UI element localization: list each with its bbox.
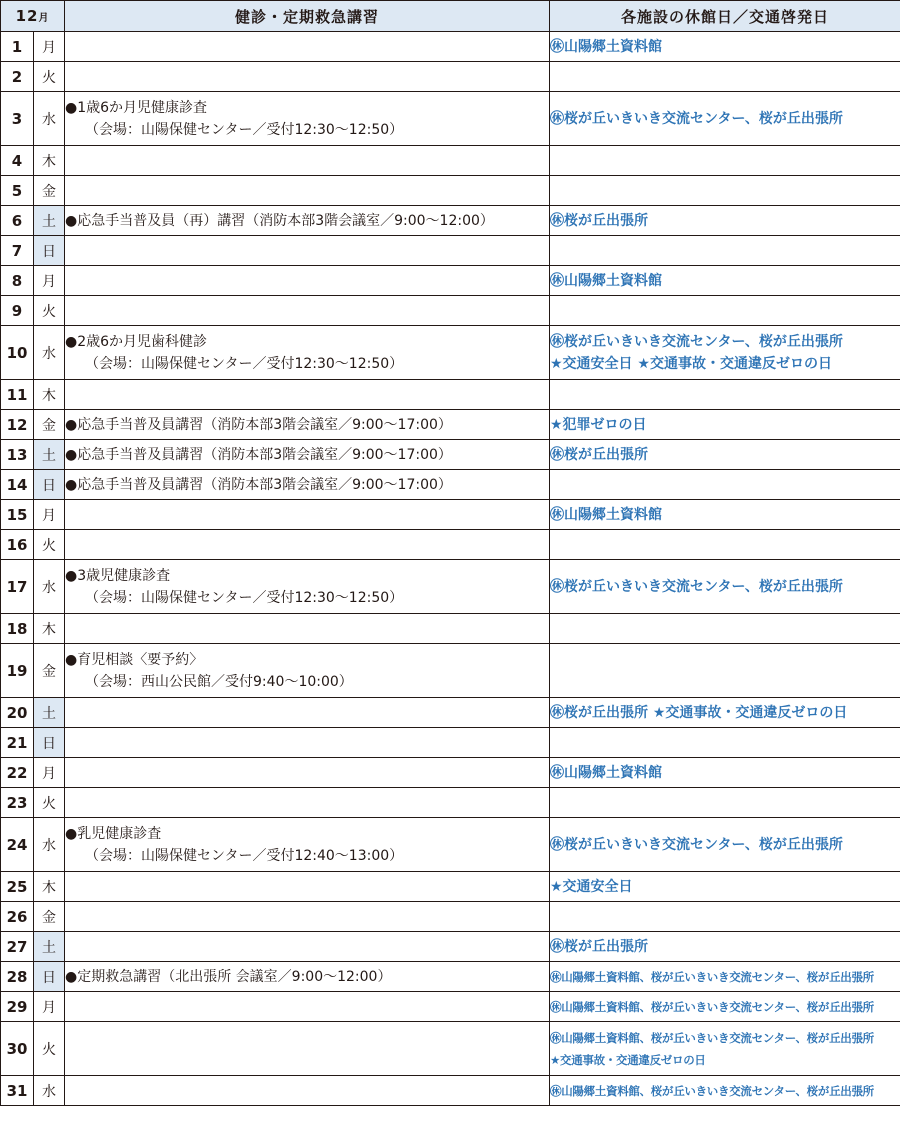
header-row	[1, 1, 900, 32]
facility-info-line: ㊡桜が丘出張所	[550, 212, 648, 229]
event-cell	[65, 236, 550, 266]
facility-info-line: ㊡桜が丘出張所 ★交通事故・交通違反ゼロの日	[550, 704, 848, 721]
day-number: 4	[1, 146, 34, 176]
event-title: ●応急手当普及員講習（消防本部3階会議室／9:00～17:00）	[65, 476, 452, 493]
event-cell	[65, 962, 550, 992]
event-cell	[65, 872, 550, 902]
event-title: ●2歳6か月児歯科健診	[65, 333, 208, 350]
day-of-week: 土	[34, 932, 65, 962]
table-row	[1, 380, 900, 410]
day-number: 13	[1, 440, 34, 470]
facility-info-line: ★交通事故・交通違反ゼロの日	[550, 1052, 706, 1067]
facility-info-line: ㊡山陽郷土資料館	[550, 38, 662, 55]
day-of-week: 月	[34, 500, 65, 530]
facility-info-cell	[550, 266, 900, 296]
facility-info-cell	[550, 728, 900, 758]
day-number: 12	[1, 410, 34, 440]
facility-info-cell	[550, 818, 900, 872]
table-row	[1, 698, 900, 728]
table-row	[1, 1022, 900, 1076]
facility-info-line: ㊡桜が丘いきいき交流センター、桜が丘出張所	[550, 333, 843, 350]
day-number: 10	[1, 326, 34, 380]
day-number: 11	[1, 380, 34, 410]
facility-info-cell	[550, 500, 900, 530]
facility-info-cell	[550, 146, 900, 176]
event-title: ●3歳児健康診査	[65, 567, 171, 584]
facility-info-cell	[550, 296, 900, 326]
table-row	[1, 266, 900, 296]
facility-info-line: ㊡山陽郷土資料館、桜が丘いきいき交流センター、桜が丘出張所	[550, 999, 874, 1014]
day-of-week: 金	[34, 902, 65, 932]
event-cell	[65, 758, 550, 788]
day-number: 1	[1, 32, 34, 62]
day-of-week: 土	[34, 440, 65, 470]
day-of-week: 水	[34, 92, 65, 146]
event-cell	[65, 788, 550, 818]
event-title: ●育児相談〈要予約〉	[65, 651, 204, 668]
table-row	[1, 1076, 900, 1106]
table-row	[1, 530, 900, 560]
table-row	[1, 872, 900, 902]
event-title: ●定期救急講習（北出張所 会議室／9:00～12:00）	[65, 968, 392, 985]
facility-info-line: ㊡山陽郷土資料館、桜が丘いきいき交流センター、桜が丘出張所	[550, 969, 874, 984]
day-number: 2	[1, 62, 34, 92]
table-row	[1, 614, 900, 644]
table-row	[1, 560, 900, 614]
event-cell	[65, 92, 550, 146]
day-of-week: 火	[34, 62, 65, 92]
day-of-week: 日	[34, 470, 65, 500]
events-column-header: 健診・定期救急講習	[65, 1, 550, 32]
day-number: 8	[1, 266, 34, 296]
day-number: 18	[1, 614, 34, 644]
facility-info-cell	[550, 236, 900, 266]
event-cell	[65, 644, 550, 698]
day-number: 28	[1, 962, 34, 992]
event-title: ●応急手当普及員講習（消防本部3階会議室／9:00～17:00）	[65, 446, 452, 463]
table-row	[1, 500, 900, 530]
day-number: 29	[1, 992, 34, 1022]
table-row	[1, 470, 900, 500]
day-number: 16	[1, 530, 34, 560]
day-number: 9	[1, 296, 34, 326]
facility-info-line: ㊡桜が丘出張所	[550, 938, 648, 955]
table-row	[1, 728, 900, 758]
event-cell	[65, 560, 550, 614]
table-row	[1, 62, 900, 92]
table-row	[1, 236, 900, 266]
facility-info-line: ★交通安全日	[550, 878, 633, 895]
facility-info-line: ㊡桜が丘出張所	[550, 446, 648, 463]
event-detail: （会場：山陽保健センター／受付12:30～12:50）	[85, 355, 404, 372]
table-row	[1, 962, 900, 992]
day-number: 14	[1, 470, 34, 500]
facility-info-cell	[550, 206, 900, 236]
table-row	[1, 206, 900, 236]
facility-info-line: ㊡山陽郷土資料館	[550, 272, 662, 289]
event-title: ●応急手当普及員講習（消防本部3階会議室／9:00～17:00）	[65, 416, 452, 433]
event-cell	[65, 146, 550, 176]
facility-info-cell	[550, 698, 900, 728]
event-cell	[65, 296, 550, 326]
day-of-week: 月	[34, 266, 65, 296]
facility-info-cell	[550, 560, 900, 614]
day-number: 27	[1, 932, 34, 962]
table-row	[1, 758, 900, 788]
day-of-week: 月	[34, 992, 65, 1022]
day-number: 30	[1, 1022, 34, 1076]
table-row	[1, 410, 900, 440]
event-cell	[65, 1022, 550, 1076]
table-row	[1, 440, 900, 470]
event-cell	[65, 470, 550, 500]
facility-info-line: ★犯罪ゼロの日	[550, 416, 647, 433]
facility-info-cell	[550, 962, 900, 992]
day-of-week: 月	[34, 758, 65, 788]
event-cell	[65, 410, 550, 440]
facility-info-cell	[550, 758, 900, 788]
facility-info-cell	[550, 644, 900, 698]
day-of-week: 日	[34, 962, 65, 992]
table-row	[1, 146, 900, 176]
event-cell	[65, 728, 550, 758]
facility-info-line: ㊡山陽郷土資料館、桜が丘いきいき交流センター、桜が丘出張所	[550, 1030, 874, 1045]
day-number: 22	[1, 758, 34, 788]
table-row	[1, 326, 900, 380]
event-cell	[65, 992, 550, 1022]
event-cell	[65, 932, 550, 962]
facility-info-cell	[550, 440, 900, 470]
event-cell	[65, 440, 550, 470]
day-number: 5	[1, 176, 34, 206]
event-cell	[65, 1076, 550, 1106]
event-cell	[65, 380, 550, 410]
day-number: 31	[1, 1076, 34, 1106]
day-of-week: 火	[34, 530, 65, 560]
calendar-body	[1, 32, 900, 1106]
day-of-week: 金	[34, 410, 65, 440]
day-of-week: 火	[34, 1022, 65, 1076]
table-row	[1, 176, 900, 206]
facility-info-cell	[550, 614, 900, 644]
event-cell	[65, 62, 550, 92]
day-number: 24	[1, 818, 34, 872]
event-detail: （会場：山陽保健センター／受付12:30～12:50）	[85, 589, 404, 606]
facility-info-line: ㊡桜が丘いきいき交流センター、桜が丘出張所	[550, 110, 843, 127]
day-of-week: 水	[34, 326, 65, 380]
table-row	[1, 788, 900, 818]
day-number: 21	[1, 728, 34, 758]
table-row	[1, 32, 900, 62]
day-number: 19	[1, 644, 34, 698]
month-unit: 月	[38, 13, 50, 24]
facility-info-cell	[550, 62, 900, 92]
event-title: ●応急手当普及員（再）講習（消防本部3階会議室／9:00～12:00）	[65, 212, 494, 229]
event-cell	[65, 500, 550, 530]
event-cell	[65, 614, 550, 644]
table-row	[1, 992, 900, 1022]
facility-info-cell	[550, 470, 900, 500]
facility-info-line: ㊡山陽郷土資料館、桜が丘いきいき交流センター、桜が丘出張所	[550, 1083, 874, 1098]
info-column-header: 各施設の休館日／交通啓発日	[550, 1, 900, 32]
day-of-week: 火	[34, 788, 65, 818]
facility-info-cell	[550, 1076, 900, 1106]
table-row	[1, 902, 900, 932]
day-of-week: 水	[34, 560, 65, 614]
day-number: 6	[1, 206, 34, 236]
day-number: 23	[1, 788, 34, 818]
facility-info-cell	[550, 92, 900, 146]
facility-info-cell	[550, 1022, 900, 1076]
event-cell	[65, 902, 550, 932]
facility-info-line: ㊡桜が丘いきいき交流センター、桜が丘出張所	[550, 578, 843, 595]
event-cell	[65, 530, 550, 560]
event-cell	[65, 176, 550, 206]
event-cell	[65, 206, 550, 236]
table-row	[1, 92, 900, 146]
day-number: 20	[1, 698, 34, 728]
facility-info-cell	[550, 176, 900, 206]
month-number: 12	[15, 7, 39, 25]
event-detail: （会場：山陽保健センター／受付12:30～12:50）	[85, 121, 404, 138]
day-number: 25	[1, 872, 34, 902]
event-cell	[65, 32, 550, 62]
day-of-week: 日	[34, 728, 65, 758]
facility-info-cell	[550, 992, 900, 1022]
facility-info-cell	[550, 932, 900, 962]
day-of-week: 土	[34, 698, 65, 728]
day-number: 17	[1, 560, 34, 614]
day-of-week: 金	[34, 176, 65, 206]
day-of-week: 月	[34, 32, 65, 62]
event-cell	[65, 818, 550, 872]
event-cell	[65, 266, 550, 296]
facility-info-line: ㊡山陽郷土資料館	[550, 506, 662, 523]
event-cell	[65, 326, 550, 380]
day-of-week: 火	[34, 296, 65, 326]
event-title: ●1歳6か月児健康診査	[65, 99, 208, 116]
event-title: ●乳児健康診査	[65, 825, 162, 842]
day-number: 3	[1, 92, 34, 146]
table-row	[1, 932, 900, 962]
table-row	[1, 296, 900, 326]
day-of-week: 木	[34, 146, 65, 176]
day-of-week: 水	[34, 818, 65, 872]
facility-info-cell	[550, 32, 900, 62]
day-number: 26	[1, 902, 34, 932]
facility-info-cell	[550, 902, 900, 932]
table-row	[1, 644, 900, 698]
table-row	[1, 818, 900, 872]
facility-info-cell	[550, 530, 900, 560]
day-of-week: 日	[34, 236, 65, 266]
day-of-week: 木	[34, 872, 65, 902]
day-number: 15	[1, 500, 34, 530]
day-of-week: 水	[34, 1076, 65, 1106]
day-of-week: 金	[34, 644, 65, 698]
facility-info-cell	[550, 380, 900, 410]
facility-info-cell	[550, 326, 900, 380]
day-of-week: 木	[34, 380, 65, 410]
event-detail: （会場：山陽保健センター／受付12:40～13:00）	[85, 847, 404, 864]
month-header	[1, 1, 65, 32]
facility-info-line: ㊡桜が丘いきいき交流センター、桜が丘出張所	[550, 836, 843, 853]
facility-info-line: ★交通安全日 ★交通事故・交通違反ゼロの日	[550, 355, 832, 372]
facility-info-cell	[550, 788, 900, 818]
event-detail: （会場：西山公民館／受付9:40～10:00）	[85, 673, 353, 690]
day-of-week: 土	[34, 206, 65, 236]
day-of-week: 木	[34, 614, 65, 644]
facility-info-cell	[550, 410, 900, 440]
day-number: 7	[1, 236, 34, 266]
event-cell	[65, 698, 550, 728]
facility-info-line: ㊡山陽郷土資料館	[550, 764, 662, 781]
facility-info-cell	[550, 872, 900, 902]
